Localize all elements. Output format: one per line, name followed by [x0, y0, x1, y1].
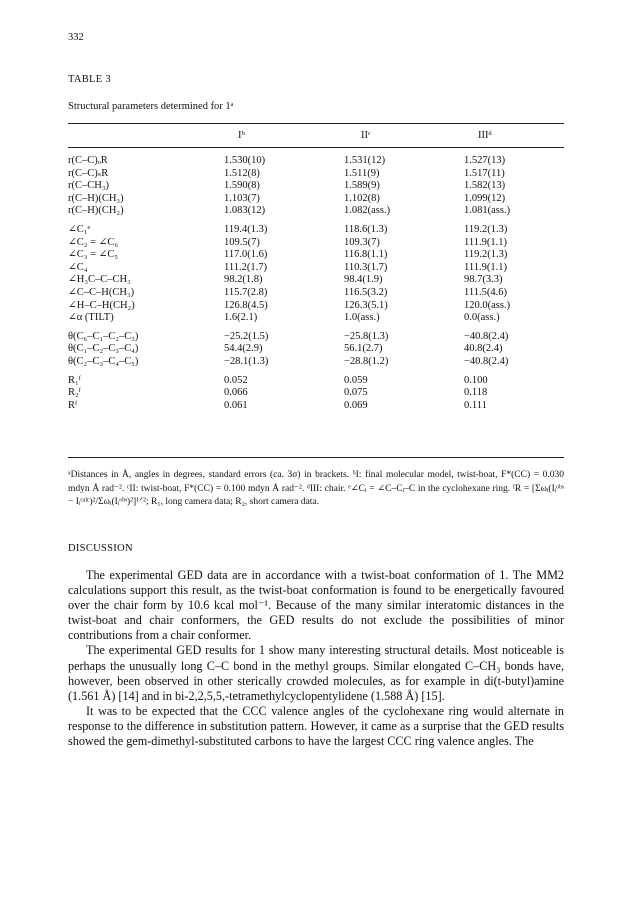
parameter-label: ∠C₄	[68, 261, 88, 273]
table-footnote: ᵃDistances in Å, angles in degrees, standard errors (ca. 3σ) in brackets. ᵇI: final molecular model, twist-boat, F*(CC) = 0.030 mdyn Å rad⁻². ᶜII: twist-boat, F*(CC) = 0.100 mdyn Å rad⁻². ᵈIII: chair. ᵉ∠Cᵢ = ∠C–Cᵢ–C in the cyclohexane ring. ᶠR = [Σωᵢ(Iᵢᵒᵇˢ − Iᵢᶜᵃˡᶜ)²/Σωᵢ(Iᵢᵒᵇˢ)²]¹ᐟ²; R₁, long camera data; R₂, short camera data.	[68, 470, 564, 508]
parameter-value: 119.4(1.3)	[224, 223, 268, 235]
table-row	[68, 387, 564, 400]
parameter-value: −40.8(2.4)	[464, 355, 509, 367]
parameter-label: r(C–H)(CH₃)	[68, 192, 124, 204]
table-top-rule	[68, 123, 564, 124]
table-row	[68, 237, 564, 250]
parameter-value: 1.511(9)	[344, 167, 380, 179]
parameter-value: 111.9(1.1)	[464, 236, 507, 248]
column-header-3: IIIᵈ	[478, 130, 492, 141]
parameter-value: 1.530(10)	[224, 155, 266, 166]
parameter-label: θ(C₆–C₁–C₂–C₃)	[68, 330, 139, 342]
parameter-value: 117.0(1.6)	[224, 249, 268, 261]
parameter-value: 1.083(12)	[224, 205, 266, 217]
table-row	[68, 249, 564, 262]
parameter-value: 111.5(4.6)	[464, 286, 507, 298]
parameter-label: ∠H₃C–C–CH₃	[68, 274, 131, 286]
table-label: TABLE 3	[68, 74, 111, 85]
parameter-value: 0.075	[344, 387, 368, 399]
parameter-value: 54.4(2.9)	[224, 343, 263, 355]
parameter-label: ∠α (TILT)	[68, 312, 114, 324]
body-text	[68, 568, 564, 749]
parameter-label: ∠H–C–H(CH₂)	[68, 299, 135, 311]
table-row	[68, 274, 564, 287]
table-header-rule	[68, 147, 564, 148]
structural-parameters-table	[68, 155, 564, 412]
parameter-label: ∠C₃ = ∠C₅	[68, 249, 119, 261]
parameter-value: 56.1(2.7)	[344, 343, 383, 355]
parameter-value: 98.4(1.9)	[344, 274, 383, 286]
table-row	[68, 155, 564, 168]
parameter-label: Rᶠ	[68, 399, 78, 411]
table-row	[68, 168, 564, 181]
table-bottom-rule	[68, 457, 564, 458]
parameter-value: 115.7(2.8)	[224, 286, 268, 298]
parameter-value: 98.7(3.3)	[464, 274, 503, 286]
parameter-value: 0.0(ass.)	[464, 312, 500, 324]
parameter-value: 120.0(ass.)	[464, 299, 511, 311]
parameter-value: 1.527(13)	[464, 155, 506, 166]
table-row	[68, 205, 564, 218]
parameter-value: 1.6(2.1)	[224, 312, 258, 324]
parameter-value: 1.099(12)	[464, 192, 506, 204]
parameter-value: 119.2(1.3)	[464, 223, 508, 235]
table-caption: Structural parameters determined for 1ᵃ	[68, 101, 234, 112]
table-row	[68, 218, 564, 237]
parameter-value: 116.8(1.1)	[344, 249, 388, 261]
parameter-label: θ(C₁–C₂–C₃–C₄)	[68, 343, 139, 355]
table-row	[68, 312, 564, 325]
parameter-value: 1.582(13)	[464, 180, 506, 192]
column-header-1: Iᵇ	[238, 130, 245, 141]
table-row	[68, 369, 564, 388]
parameter-value: 1.081(ass.)	[464, 205, 511, 217]
parameter-value: 110.3(1.7)	[344, 261, 388, 273]
paragraph: The experimental GED results for 1 show many interesting structural details. Most noticeable is perhaps the unusually long C–C bond in the methyl groups. Similar elongated C–CH₃ bonds have, however, been observed in other sterically crowded molecules, as for example in di(t-butyl)amine (1.561 Å) [14] and in bi-2,2,5,5,-tetramethylcyclopentylidene (1.588 Å) [15].	[68, 643, 564, 703]
parameter-value: −40.8(2.4)	[464, 330, 509, 342]
parameter-label: r(C–C)ₒR	[68, 155, 108, 166]
parameter-value: −28.8(1.2)	[344, 355, 389, 367]
parameter-value: 1.102(8)	[344, 192, 380, 204]
parameter-value: 109.5(7)	[224, 236, 260, 248]
parameter-value: 0.061	[224, 399, 248, 411]
parameter-value: 1.103(7)	[224, 192, 260, 204]
parameter-label: ∠C–C–H(CH₃)	[68, 286, 135, 298]
parameter-label: r(C–C)ₛR	[68, 167, 109, 179]
parameter-value: 126.8(4.5)	[224, 299, 268, 311]
section-heading: DISCUSSION	[68, 543, 133, 554]
table-row	[68, 262, 564, 275]
parameter-value: 109.3(7)	[344, 236, 380, 248]
table-row	[68, 193, 564, 206]
table-row	[68, 180, 564, 193]
parameter-value: 0.052	[224, 374, 248, 386]
parameter-value: 116.5(3.2)	[344, 286, 388, 298]
parameter-value: −28.1(1.3)	[224, 355, 269, 367]
table-row	[68, 325, 564, 344]
parameter-label: ∠C₁ᵉ	[68, 223, 91, 235]
parameter-label: r(C–CH₃)	[68, 180, 109, 192]
parameter-label: R₁ᶠ	[68, 374, 81, 386]
parameter-value: 0.069	[344, 399, 368, 411]
parameter-value: 98.2(1.8)	[224, 274, 263, 286]
parameter-value: 1.0(ass.)	[344, 312, 380, 324]
parameter-value: 126.3(5.1)	[344, 299, 388, 311]
paragraph: It was to be expected that the CCC valence angles of the cyclohexane ring would alternate in response to the difference in substitution pattern. However, it came as a surprise that the GED results showed the gem-dimethyl-substituted carbons to have the largest CCC ring valence angles. The	[68, 703, 564, 749]
parameter-value: −25.2(1.5)	[224, 330, 269, 342]
parameter-value: 119.2(1.3)	[464, 249, 508, 261]
table-row	[68, 300, 564, 313]
parameter-value: 0.059	[344, 374, 368, 386]
parameter-value: 118.6(1.3)	[344, 223, 388, 235]
parameter-label: R₂ᶠ	[68, 387, 81, 399]
parameter-value: 0.111	[464, 399, 487, 411]
parameter-value: 1.531(12)	[344, 155, 386, 166]
parameter-value: 111.9(1.1)	[464, 261, 507, 273]
column-header-2: IIᶜ	[361, 130, 371, 141]
parameter-value: −25.8(1.3)	[344, 330, 389, 342]
paragraph: The experimental GED data are in accordance with a twist-boat conformation of 1. The MM2 calculations support this result, as the twist-boat conformation is found to be energetically favoured over the chair form by 10.6 kcal mol⁻¹. Because of the many similar interatomic distances in the twist-boat and chair conformers, the GED results do not exclude the possibilities of minor contributions from a chair conformer.	[68, 568, 564, 643]
parameter-label: r(C–H)(CH₂)	[68, 205, 124, 217]
parameter-value: 0.118	[464, 387, 488, 399]
parameter-value: 1.512(8)	[224, 167, 260, 179]
parameter-value: 40.8(2.4)	[464, 343, 503, 355]
parameter-value: 1.082(ass.)	[344, 205, 391, 217]
parameter-value: 1.589(9)	[344, 180, 380, 192]
parameter-label: θ(C₂–C₃–C₄–C₅)	[68, 355, 139, 367]
parameter-value: 1.590(8)	[224, 180, 260, 192]
page-number: 332	[68, 32, 84, 43]
parameter-value: 0.100	[464, 374, 488, 386]
table-row	[68, 400, 564, 413]
table-row	[68, 343, 564, 356]
parameter-value: 0.066	[224, 387, 248, 399]
table-row	[68, 287, 564, 300]
parameter-value: 111.2(1.7)	[224, 261, 267, 273]
table-header	[68, 130, 564, 146]
parameter-value: 1.517(11)	[464, 167, 505, 179]
table-row	[68, 356, 564, 369]
parameter-label: ∠C₂ = ∠C₆	[68, 236, 119, 248]
